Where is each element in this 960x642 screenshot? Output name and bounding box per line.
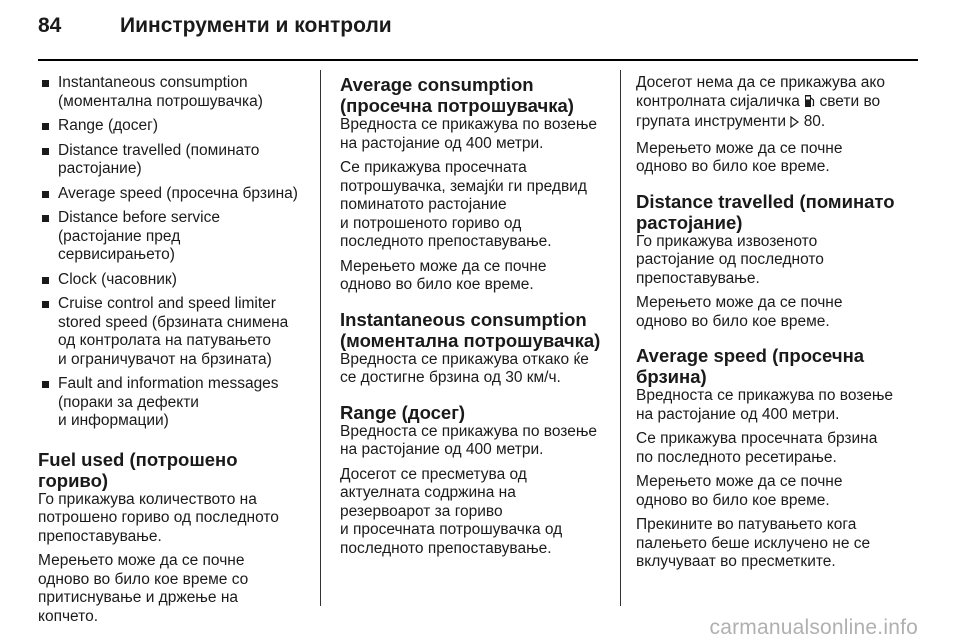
average-speed-text: Вредноста се прикажува по возење на растојание од 400 метри.	[636, 387, 894, 423]
range-warning-text: Досегот нема да се прикажува ако контролната сијаличка свети во групата инструменти 80.	[636, 74, 918, 134]
average-speed-calc-text: Се прикажува просечната брзина по последното ресетирање.	[636, 430, 878, 466]
average-speed-reset-text: Мерењето може да се почне одново во било кое време.	[636, 473, 843, 509]
column-2	[340, 74, 614, 564]
list-item: Distance before service (растојание пред сервисирањето)	[38, 209, 300, 265]
average-speed-note-text: Прекините во патувањето кога палењето беше исклучено не се вклучуваат во пресметките.	[636, 516, 871, 570]
instantaneous-consumption-text: Вредноста се прикажува откако ќе се достигне брзина од 30 км/ч.	[340, 350, 589, 386]
list-item: Cruise control and speed limiter stored speed (брзината снимена од контролата на патувањето и ограничувачот на брзината)	[38, 295, 300, 369]
fuel-pump-icon	[804, 94, 815, 114]
page-header	[0, 0, 960, 62]
range-calc-text: Досегот се пресметува од актуелната содржина на резервоарот за гориво и просечната потрошувачка од последното препоставување.	[340, 465, 563, 557]
header-rule	[38, 59, 918, 61]
distance-travelled-reset-text: Мерењето може да се почне одново во било кое време.	[636, 294, 843, 330]
page-title: Иинструменти и контроли	[120, 14, 392, 37]
average-consumption-text: Вредноста се прикажува по возење на растојание од 400 метри.	[340, 116, 598, 152]
list-item: Average speed (просечна брзина)	[38, 185, 300, 204]
instantaneous-consumption-heading: Instantaneous consumption (моментална потрошувачка)	[340, 308, 601, 351]
list-item: Clock (часовник)	[38, 271, 300, 290]
average-consumption-calc-text: Се прикажува просечната потрошувачка, земајќи ги предвид поминатото растојание и потрошеното гориво од последното препоставување.	[340, 159, 587, 250]
column-1	[38, 74, 300, 632]
page-number: 84	[38, 14, 62, 37]
fuel-used-heading: Fuel used (потрошено гориво)	[38, 448, 238, 491]
average-consumption-reset-text: Мерењето може да се почне одново во било кое време.	[340, 257, 547, 293]
distance-travelled-heading: Distance travelled (поминато растојание)	[636, 190, 895, 233]
list-item: Fault and information messages (пораки за дефекти и информации)	[38, 375, 300, 431]
range-heading: Range (досег)	[340, 401, 466, 423]
column-divider-1	[320, 70, 321, 606]
list-item: Range (досег)	[38, 117, 300, 136]
range-text: Вредноста се прикажува по возење на растојание од 400 метри.	[340, 422, 598, 458]
distance-travelled-text: Го прикажува извозеното растојание од последното препоставување.	[636, 232, 824, 287]
reference-triangle-icon	[790, 115, 799, 134]
average-consumption-heading: Average consumption (просечна потрошувачка)	[340, 74, 574, 116]
watermark: carmanualsonline.info	[709, 616, 918, 639]
column-3	[636, 74, 918, 578]
list-item: Instantaneous consumption (моментална потрошувачка)	[38, 74, 300, 111]
list-item: Distance travelled (поминато растојание)	[38, 142, 300, 179]
fuel-used-reset-text: Мерењето може да се почне одново во било кое време со притиснување и држење на копчето.	[38, 552, 249, 625]
display-items-list	[38, 74, 300, 431]
fuel-used-text: Го прикажува количеството на потрошено гориво од последното препоставување.	[38, 490, 279, 545]
average-speed-heading: Average speed (просечна брзина)	[636, 345, 865, 387]
range-reset-text: Мерењето може да се почне одново во било кое време.	[636, 139, 843, 175]
column-divider-2	[620, 70, 621, 606]
